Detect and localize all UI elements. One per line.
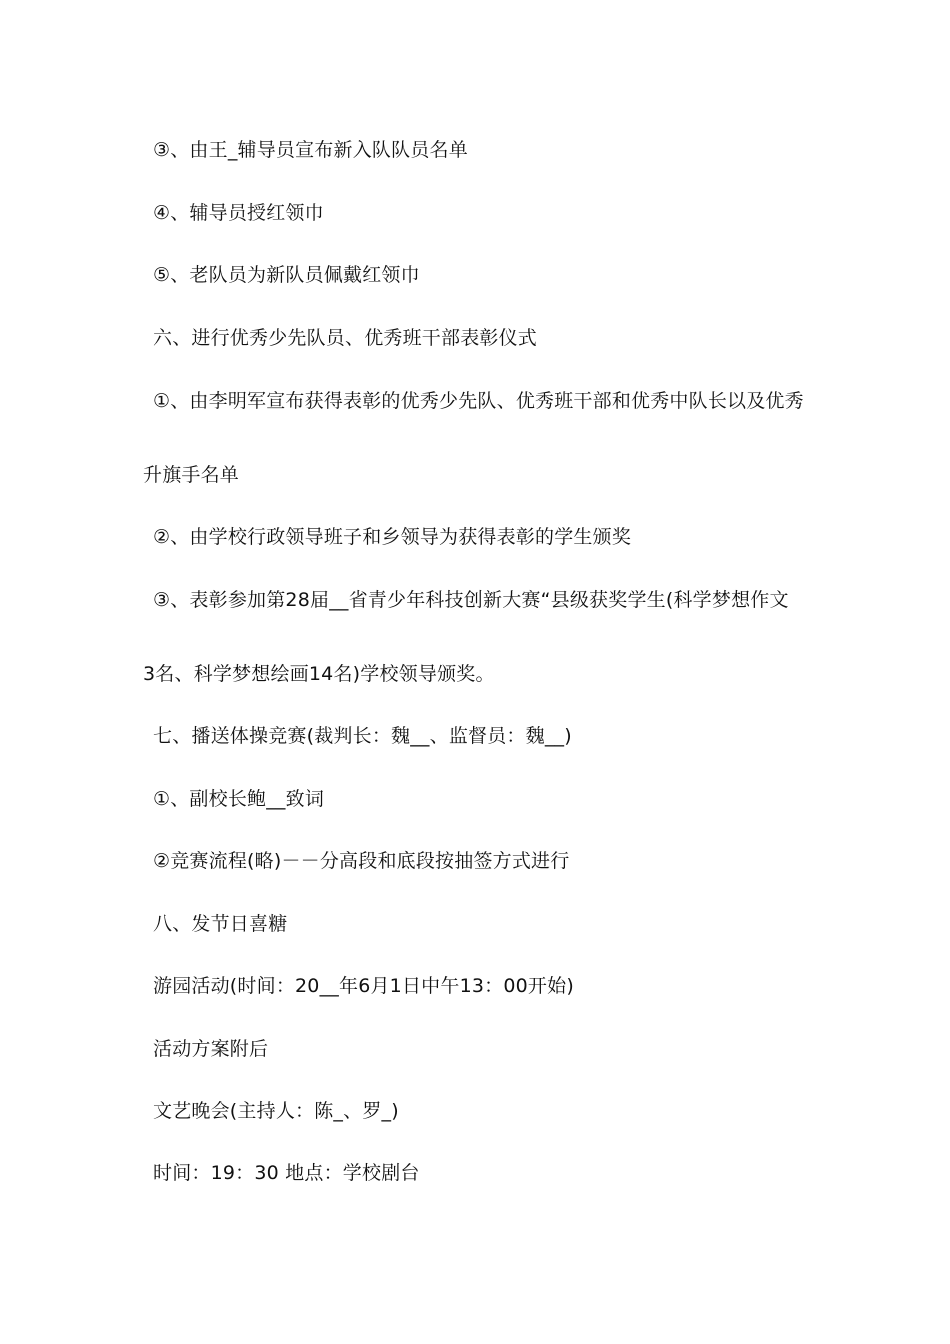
text-line: ④、辅导员授红领巾	[153, 202, 324, 224]
text-line-continuation: 3名、科学梦想绘画14名)学校领导颁奖。	[143, 663, 495, 685]
text-line: 时间：19：30 地点：学校剧台	[153, 1162, 420, 1184]
section-heading: 六、进行优秀少先队员、优秀班干部表彰仪式	[153, 327, 538, 349]
text-line: ⑤、老队员为新队员佩戴红领巾	[153, 264, 420, 286]
text-line: 活动方案附后	[153, 1038, 269, 1060]
text-line: ③、表彰参加第28届__省青少年科技创新大赛“县级获奖学生(科学梦想作文	[153, 589, 789, 611]
section-heading: 八、发节日喜糖	[153, 913, 288, 935]
text-line: ①、由李明军宣布获得表彰的优秀少先队、优秀班干部和优秀中队长以及优秀	[153, 390, 804, 412]
text-line: ②、由学校行政领导班子和乡领导为获得表彰的学生颁奖	[153, 526, 632, 548]
text-line: 文艺晚会(主持人：陈_、罗_)	[153, 1100, 399, 1122]
text-line: ①、副校长鲍__致词	[153, 788, 325, 810]
section-heading: 七、播送体操竞赛(裁判长：魏__、监督员：魏__)	[153, 725, 572, 747]
text-line: ③、由王_辅导员宣布新入队队员名单	[153, 139, 468, 161]
text-line: 游园活动(时间：20__年6月1日中午13：00开始)	[153, 975, 574, 997]
text-line: ②竞赛流程(略)－－分高段和底段按抽签方式进行	[153, 850, 570, 872]
text-line-continuation: 升旗手名单	[143, 464, 240, 486]
